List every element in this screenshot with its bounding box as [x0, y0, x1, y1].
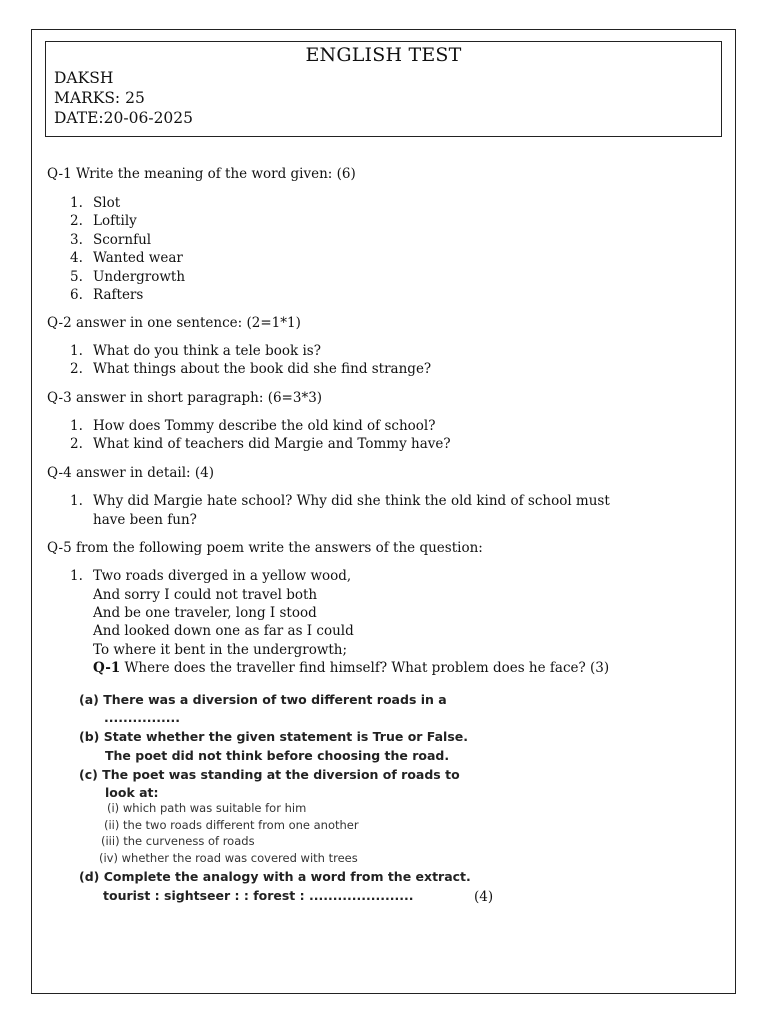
q5-heading: Q-5 from the following poem write the answers of the question: — [47, 540, 483, 556]
option-c-choice: (i) which path was suitable for him — [107, 801, 307, 815]
q1-item: 1. Slot — [70, 195, 121, 211]
q4-item-continuation: have been fun? — [93, 512, 197, 528]
q5-subquestion: Q-1 Where does the traveller find himself? What problem does he face? (3) — [93, 660, 610, 676]
q2-heading: Q-2 answer in one sentence: (2=1*1) — [47, 315, 301, 331]
q5-marks: (4) — [474, 889, 494, 905]
option-d-line2: tourist : sightseer : : forest : ...................... — [103, 888, 414, 903]
q1-item: 5. Undergrowth — [70, 269, 186, 285]
option-c-line2: look at: — [105, 785, 159, 800]
option-d-line1: (d) Complete the analogy with a word from the extract. — [79, 869, 471, 884]
option-a-line1: (a) There was a diversion of two different roads in a — [79, 692, 447, 707]
q1-item: 3. Scornful — [70, 232, 152, 248]
poem-line: And be one traveler, long I stood — [93, 605, 317, 621]
poem-line: 1. Two roads diverged in a yellow wood, — [70, 568, 352, 584]
date-line: DATE:20-06-2025 — [54, 109, 194, 127]
q3-item: 2. What kind of teachers did Margie and Tommy have? — [70, 436, 451, 452]
option-c-choice: (ii) the two roads different from one another — [104, 818, 359, 832]
student-name: DAKSH — [54, 69, 114, 87]
q4-heading: Q-4 answer in detail: (4) — [47, 465, 214, 481]
header-box — [45, 41, 722, 137]
poem-line: And sorry I could not travel both — [93, 587, 318, 603]
q4-item: 1. Why did Margie hate school? Why did she think the old kind of school must — [70, 493, 610, 509]
option-c-choice: (iv) whether the road was covered with trees — [99, 851, 358, 865]
q1-heading: Q-1 Write the meaning of the word given: (6) — [47, 166, 356, 182]
option-b-line2: The poet did not think before choosing the road. — [105, 748, 450, 763]
q2-item: 1. What do you think a tele book is? — [70, 343, 321, 359]
test-title: ENGLISH TEST — [305, 44, 462, 66]
q1-item: 6. Rafters — [70, 287, 144, 303]
poem-line: To where it bent in the undergrowth; — [93, 642, 348, 658]
q2-item: 2. What things about the book did she find strange? — [70, 361, 432, 377]
option-c-choice: (iii) the curveness of roads — [101, 834, 255, 848]
option-a-blank: ................ — [104, 710, 180, 725]
option-b-line1: (b) State whether the given statement is True or False. — [79, 729, 469, 744]
q3-heading: Q-3 answer in short paragraph: (6=3*3) — [47, 390, 323, 406]
option-c-line1: (c) The poet was standing at the diversion of roads to — [79, 767, 460, 782]
poem-line: And looked down one as far as I could — [93, 623, 354, 639]
q1-item: 4. Wanted wear — [70, 250, 183, 266]
q3-item: 1. How does Tommy describe the old kind of school? — [70, 418, 436, 434]
marks-line: MARKS: 25 — [54, 89, 145, 107]
q1-item: 2. Loftily — [70, 213, 137, 229]
